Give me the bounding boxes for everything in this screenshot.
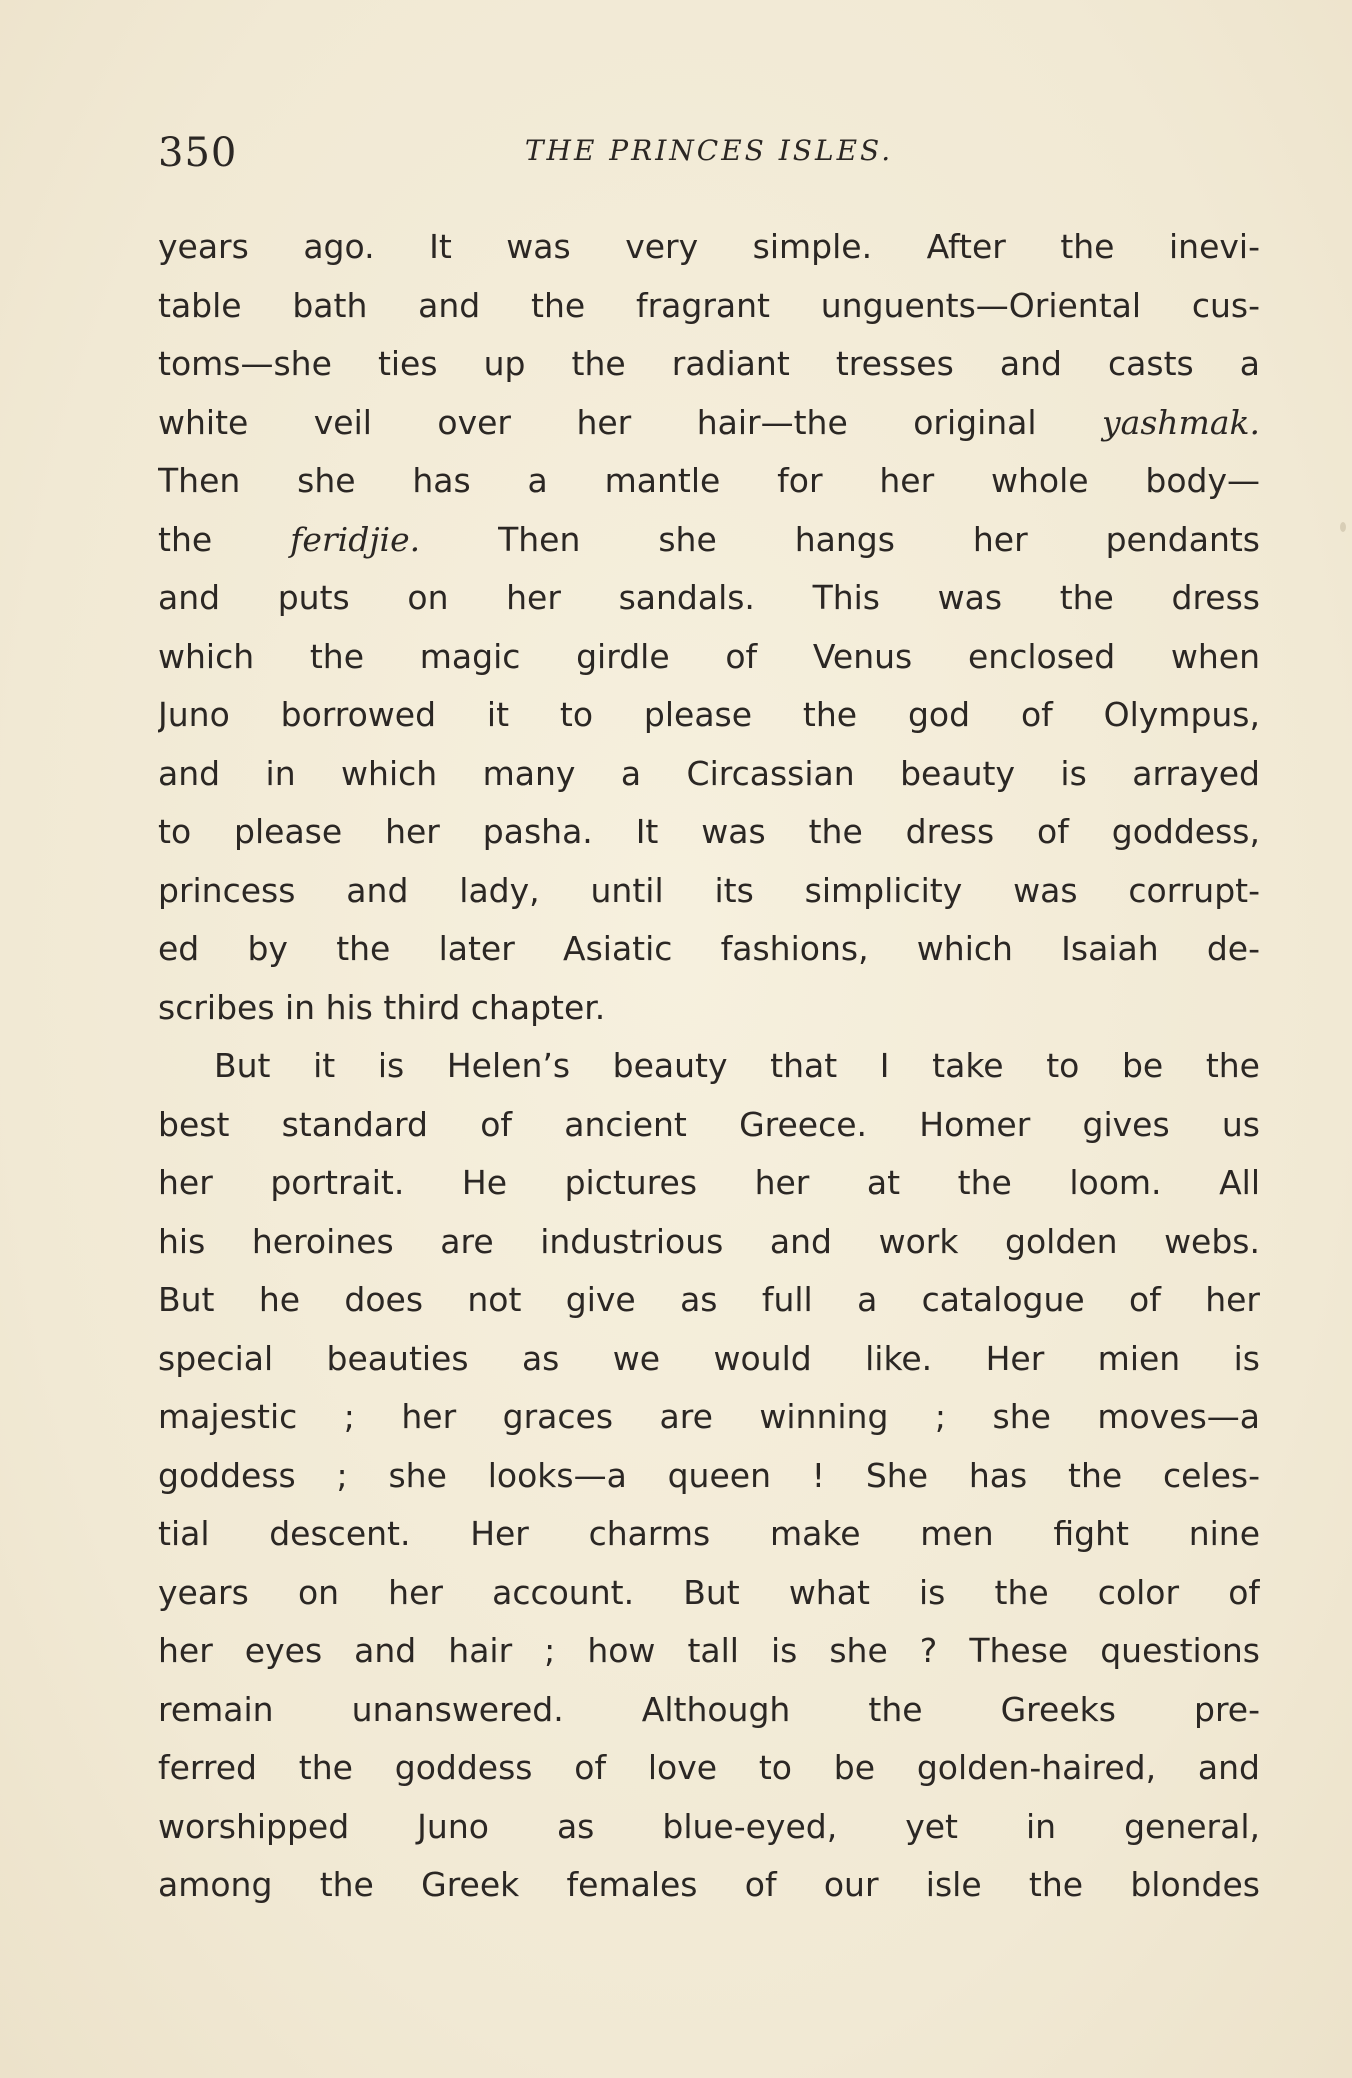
text-line — [158, 1037, 1260, 1096]
line-text: which the magic girdle of Venus enclosed when — [158, 636, 1260, 676]
text-line — [158, 1447, 1260, 1506]
line-text: scribes in his third chapter. — [158, 987, 606, 1027]
text-line — [158, 628, 1260, 687]
text-line — [158, 1798, 1260, 1857]
line-text: best standard of ancient Greece. Homer gives us — [158, 1104, 1260, 1144]
line-text: remain unanswered. Although the Greeks pre- — [158, 1689, 1260, 1729]
line-text: years ago. It was very simple. After the inevi- — [158, 227, 1260, 266]
text-line — [158, 1564, 1260, 1623]
page-header — [158, 122, 1260, 182]
text-line — [158, 1154, 1260, 1213]
line-text: ferred the goddess of love to be golden-haired, and — [158, 1748, 1260, 1787]
text-line — [158, 1330, 1260, 1389]
line-text: his heroines are industrious and work golden webs. — [158, 1221, 1260, 1261]
text-line — [158, 511, 1260, 570]
text-line — [158, 1505, 1260, 1564]
text-line — [158, 920, 1260, 979]
line-text: toms—she ties up the radiant tresses and casts a — [158, 344, 1260, 383]
text-line — [158, 862, 1260, 921]
text-line — [158, 452, 1260, 511]
text-line — [158, 1739, 1260, 1798]
line-text: tial descent. Her charms make men fight nine — [158, 1514, 1260, 1553]
line-text: But he does not give as full a catalogue of her — [158, 1280, 1260, 1319]
text-line — [158, 277, 1260, 336]
italic-term: yashmak. — [1102, 402, 1260, 442]
text-line — [158, 335, 1260, 394]
running-title: THE PRINCES ISLES. — [524, 134, 894, 167]
text-line — [158, 1388, 1260, 1447]
line-text: worshipped Juno as blue-eyed, yet in general, — [158, 1806, 1260, 1846]
text-line — [158, 218, 1260, 277]
text-line — [158, 979, 1260, 1038]
line-text: Then she hangs her pendants — [420, 519, 1260, 559]
text-line — [158, 1856, 1260, 1915]
text-line — [158, 686, 1260, 745]
line-text: Juno borrowed it to please the god of Olympus, — [158, 695, 1260, 734]
line-text: her portrait. He pictures her at the loom. All — [158, 1163, 1260, 1202]
line-text: years on her account. But what is the color of — [158, 1572, 1260, 1612]
line-text: But it is Helen’s beauty that I take to be the — [214, 1046, 1260, 1085]
line-text: to please her pasha. It was the dress of goddess, — [158, 812, 1260, 851]
line-text: majestic ; her graces are winning ; she moves—a — [158, 1397, 1260, 1436]
body-text — [158, 218, 1260, 1915]
line-text: table bath and the fragrant unguents—Oriental cus- — [158, 285, 1260, 325]
text-line — [158, 803, 1260, 862]
text-line — [158, 1681, 1260, 1740]
text-line — [158, 1213, 1260, 1272]
line-text: and puts on her sandals. This was the dress — [158, 578, 1260, 617]
text-line — [158, 1622, 1260, 1681]
line-text: ed by the later Asiatic fashions, which Isaiah de- — [158, 929, 1260, 968]
text-line — [158, 745, 1260, 804]
text-line — [158, 1271, 1260, 1330]
paper-speck — [1340, 522, 1346, 532]
text-line — [158, 394, 1260, 453]
page-number: 350 — [158, 130, 238, 176]
line-text: princess and lady, until its simplicity was corrupt- — [158, 870, 1260, 910]
text-line — [158, 1096, 1260, 1155]
line-text: white veil over her hair—the original — [158, 402, 1103, 442]
line-text: among the Greek females of our isle the blondes — [158, 1865, 1260, 1904]
line-text: Then she has a mantle for her whole body— — [158, 461, 1260, 500]
line-text: and in which many a Circassian beauty is arrayed — [158, 753, 1260, 793]
line-text: special beauties as we would like. Her mien is — [158, 1338, 1260, 1378]
text-line — [158, 569, 1260, 628]
line-text: her eyes and hair ; how tall is she ? These questions — [158, 1631, 1260, 1670]
line-text: goddess ; she looks—a queen ! She has the celes- — [158, 1455, 1260, 1495]
line-text: the — [158, 519, 291, 559]
italic-term: feridjie. — [290, 519, 421, 559]
